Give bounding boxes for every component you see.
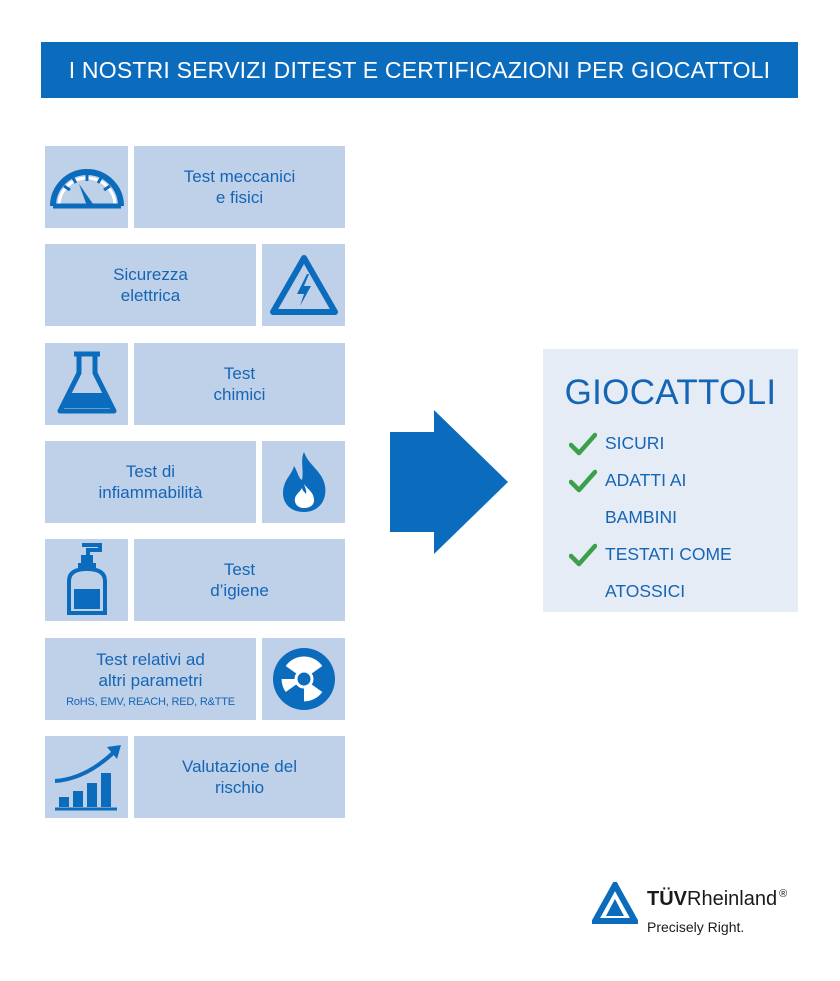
benefit-label: SICURI [605,433,665,453]
service-icon-tile-electrical [262,244,345,326]
service-tile-electrical [45,244,256,326]
benefit-label: BAMBINI [605,507,677,527]
benefit-label: ATOSSICI [605,581,686,601]
brand-name [647,888,787,911]
service-label: Test di [125,462,176,481]
electric-hazard-icon [269,254,339,316]
service-sublabel: RoHS, EMV, REACH, RED, R&TTE [66,696,235,708]
flame-icon [276,448,332,516]
service-label: d’igiene [210,581,269,600]
service-label: e fisici [215,188,264,207]
service-icon-tile-hygiene [45,539,128,621]
service-tile-mechanical [134,146,345,228]
service-icon-tile-chemical [45,343,128,425]
service-icon-tile-flammability [262,441,345,523]
service-label: Test [223,560,256,579]
service-icon-tile-other-parameters [262,638,345,720]
page-title-banner [41,42,798,98]
service-icon-tile-risk [45,736,128,818]
service-label: Test meccanici [183,167,296,186]
service-tile-flammability [45,441,256,523]
checkmark-icon [569,432,597,458]
service-label: rischio [214,778,265,797]
checkmark-icon [569,469,597,495]
service-tile-hygiene [134,539,345,621]
service-label: elettrica [120,286,181,305]
result-panel [543,349,798,612]
brand-bold: TÜV [647,888,687,910]
soap-dispenser-icon [62,541,112,619]
service-tile-chemical [134,343,345,425]
service-label: chimici [213,385,266,404]
arrow-right-icon [390,410,510,555]
service-tile-other-parameters [45,638,256,720]
service-label: Test [223,364,256,383]
panel-title: GIOCATTOLI [564,373,777,412]
flask-icon [54,349,120,419]
tuv-triangle-icon [592,882,638,924]
page-title: I NOSTRI SERVIZI DITEST E CERTIFICAZIONI PER GIOCATTOLI [68,56,771,83]
radiation-icon [271,646,337,712]
brand-tagline: Precisely Right. [647,919,745,935]
checkmark-icon [569,543,597,569]
gauge-icon [49,162,125,212]
tuv-rheinland-logo [592,880,822,940]
registered-mark: ® [779,888,788,901]
brand-regular: Rheinland [687,888,778,910]
rising-chart-icon [51,743,123,811]
service-label: Sicurezza [113,265,188,284]
service-label: Test relativi ad [96,650,205,669]
service-icon-tile-mechanical [45,146,128,228]
benefit-label: ADATTI AI [605,470,687,490]
service-label: Valutazione del [182,757,297,776]
service-label: infiammabilità [98,483,203,502]
service-tile-risk [134,736,345,818]
benefit-label: TESTATI COME [605,544,732,564]
service-label: altri parametri [98,671,203,690]
